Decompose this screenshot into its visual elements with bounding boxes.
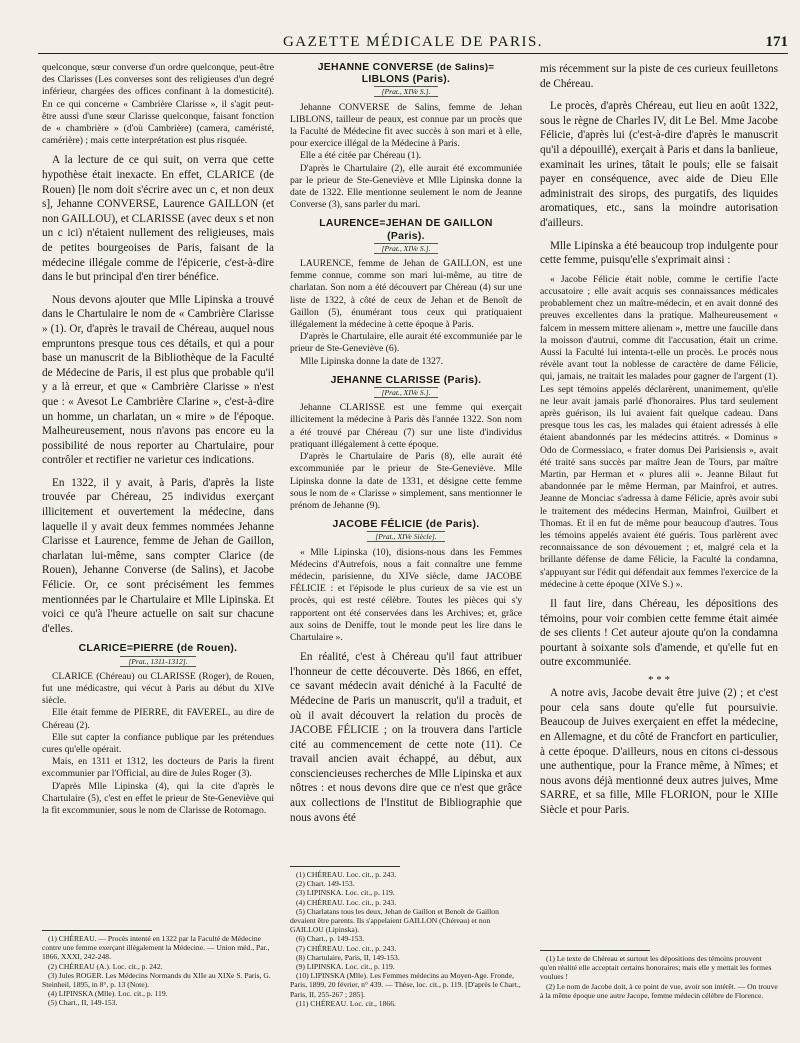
paragraph: CLARICE (Chéreau) ou CLARISSE (Roger), de Rouen, fut une médicastre, qui vécut à Paris au début du XIVe siècle. [42,670,274,707]
footnote: (7) CHÉREAU. Loc. cit., p. 243. [296,943,397,953]
section-subheading: [Prat., XIVe S.]. [290,387,522,399]
footnote: (1) CHÉREAU. Loc. cit., p. 243. [296,870,397,879]
footnote: (8) Chartulaire, Paris, II, 149-153. [296,952,400,962]
footnote: (5) Charlatans tous les deux, Jehan de Gaillon et Benoît de Gaillon devaient être parents. Ils s'appelaient GAILLON (Chéreau) et non GAILLOU (Lipinska). [290,906,499,935]
paragraph: LAURENCE, femme de Jehan de GAILLON, est une femme connue, comme son mari lui-même, au titre de charlatan. Son nom a été découvert par Chéreau (4) sur une liste de 1322, à côté de ceux de Jehan et de Benoît de Gaillon (5), énumérant tous ceux qui pratiquaient illégalement la médecine à cette époque à Paris. [290,258,522,331]
paragraph: D'après le Chartulaire de Paris (8), elle aurait été excommuniée par le prieur de Ste-Geneviève. Mlle Lipinska donne la date de 1331, et désigne cette femme sous le nom de « Clarisse » simplement, sans mentionner le prénom de Jehanne (9). [290,451,522,511]
paragraph: Elle a été citée par Chéreau (1). [300,150,422,162]
footnote: (3) LIPINSKA. Loc. cit., p. 119. [296,888,395,898]
column-2 [290,62,522,825]
section-heading: JACOBE FÉLICIE (de Paris). [332,519,480,531]
section-separator: * * * [648,673,670,686]
page-header [38,34,788,56]
quotation: « Jacobe Félicie était noble, comme le certifie l'acte accusatoire ; elle avait acquis ses connaissances médicales probablement chez un maître-médecin, et en avait donné des preuves excellentes dans la pratique. Malheureusement « falcem in messem mittere alienam », mettre une faucille dans la moisson d'autrui, comme dit l'accusation, était un crime. Aussi la Faculté lui intenta-t-elle un procès. Le procès nous révèle avant tout la noblesse de caractère de dame Félicie, qui, jamais, ne traitait les malades pour gagner de l'argent (1). Les sept témoins appelés déclarèrent, unanimement, qu'elle ne leur avait jamais parlé d'honoraires. Plus tard seulement après guérison, ils lui avaient fait quelque cadeau. Dans presque tous les cas, les malades qui étaient adressés à elle étaient abandonnés par les médecins attitrés. « Dominus » Odo de Cormessiaco, « frater domus Dei Parisiensis », avait été traité sans succès par maître Jean de Tours, par maître Martin, par Herman et « plures alii ». Jeanne Bilaut fut abandonnée par le même Herman, par Mainfroi, et autres. Jeanne de Monciac s'adressa à dame Félicie, après avoir subi le traitement des médecins Herman, Mainfroi, Guilbert et Thomas. Et il en fut de même pour beaucoup d'autres. Tous les témoins appelés avaient été guéris. Tous parlèrent avec reconnaissance de son dévouement ; et, malgré cela et la brillante défense de dame Félicie, la Faculté la condamna, s'appuyant sur l'édit qui défendait aux femmes l'exercice de la médecine à cette époque (XIVe S.) ». [540,273,778,590]
footnote: (2) Chart. 149-153. [296,879,355,889]
section-heading: JEHANNE CONVERSE (de Salins)= LIBLONS (Paris). [317,62,495,86]
paragraph: En réalité, c'est à Chéreau qu'il faut attribuer l'honneur de cette découverte. Dès 1866, en effet, ce savant médecin avait déniché à la Faculté de Médecine de Paris un manuscrit, qu'il a traduit, et où il avait découvert la relation du procès de JACOBE FÉLICIE ; on la trouvera dans l'article cité au commencement de cette note (11). Ce travail ancien avait échappé, au début, aux consciencieuses recherches de Mlle Lipinska et aux nôtres : et nous devons dire que ce n'est que grâce aux collections de l'Institut de Bibliographie que nous avons été [290,651,522,824]
paragraph: Mlle Lipinska donne la date de 1327. [300,355,444,367]
footnote-rule [290,866,400,867]
section-heading: JEHANNE CLARISSE (Paris). [330,374,482,386]
footnote-rule [42,930,152,931]
footnote: (9) LIPINSKA. Loc. cit., p. 119. [296,962,395,972]
paragraph: Elle était femme de PIERRE, dit FAVEREL, au dire de Chéreau (2). [42,707,274,731]
footnotes-column-3 [540,950,778,1000]
paragraph: D'après le Chartulaire, elle aurait été excommuniée par le prieur de Ste-Geneviève (6). [290,331,522,355]
footnote: (2) Le nom de Jacobe doit, à ce point de vue, avoir son intérêt. — On trouve à la même époque une autre Jacope, femme médecin célèbre de Florence. [540,981,778,1000]
footnote: (4) CHÉREAU. Loc. cit., p. 243. [296,897,397,907]
paragraph: Jehanne CONVERSE de Salins, femme de Jehan LIBLONS, tailleur de peaux, est connue par un procès que la Faculté de Médecine fit avec succès à son mari et à elle, pour exercice illégal de la Médecine à Paris. [290,101,522,150]
footnote: (2) CHÉREAU (A.). Loc. cit., p. 242. [48,961,163,971]
paragraph: D'après le Chartulaire (2), elle aurait été excommuniée par le prieur de Ste-Geneviève et Mlle Lipinska donne la date de 1322. Elle mentionne seulement le nom de Jeanne Converse (3), sans parler du mari. [290,162,522,211]
paragraph: A la lecture de ce qui suit, on verra que cette hypothèse était inexacte. En effet, CLARICE (de Rouen) [le nom doit s'écrire avec un c, et non deux s], Jehanne CONVERSE, Laurence GAILLON (et non GAILLOU), et CLARISSE (avec deux s et non un c ici) n'étaient nullement des religieuses, mais de petites bourgeoises de Paris, faisant de la médecine illégale comme de l'épicerie, c'est-à-dire dans le but principal d'en tirer bénéfice. [42,154,274,284]
section-subheading: [Prat., XIVe Siècle]. [290,531,522,543]
footnotes-column-2 [290,866,522,1008]
paragraph: Nous devons ajouter que Mlle Lipinska a trouvé dans le Chartulaire le nom de « Cambrière Clarisse » (1). Or, d'après le travail de Chéreau, auquel nous empruntons presque tous ces détails, et qui a pour base un manuscrit de la Bibliothèque de la Faculté de Médecine de Paris, il est plus que probable qu'il y a là erreur, et que « Cambrière Clarisse » n'est que : « Avesot Le Cambrière Clarine », c'est-à-dire un homme, un charlatan, un « mire » de l'époque. Malheureusement, nous n'avons pas encore eu la possibilité de nous reporter au Chartulaire, pour contrôler et rectifier ne varietur ces indications. [42,293,274,467]
paragraph: Il faut lire, dans Chéreau, les dépositions des témoins, pour voir combien cette femme était aimée de ses clients ! Cet auteur ajoute qu'on la condamna pourtant à soixante sols d'amende, et qu'elle fut en outre excommuniée. [540,598,778,669]
column-1 [42,62,274,817]
footnote: (11) CHÉREAU. Loc. cit., 1866. [296,998,396,1008]
paragraph: En 1322, il y avait, à Paris, d'après la liste trouvée par Chéreau, 25 individus exerçant illicitement et ouvertement la médecine, dans laquelle il y avait deux femmes nommées Jehanne Clarisse et Laurence, femme de Jehan de Gaillon, charlatan lui-même, sans compter Clarice (de Rouen), Jehanne Converse (de Salins), et Jacobe Félicie. Or, ce sont précisément les femmes mentionnées par le Chartulaire et Mlle Lipinska. Et voici ce qu'à l'heure actuelle on sait sur chacune d'elles. [42,476,274,635]
footnote: (3) Jules ROGER. Les Médecins Normands du XIIe au XIXe S. Paris, G. Steinheil, 1895, in 8°, p. 13 (Note). [42,970,271,990]
footnotes-column-1 [42,930,274,1008]
paragraph: Le procès, d'après Chéreau, eut lieu en août 1322, sous le règne de Charles IV, dit Le Bel. Mme Jacobe Félicie, d'après lui (c'est-à-dire d'après le manuscrit qu'il a dépouillé), exerçait à Paris et dans la banlieue, examinait les urines, tâtait le pouls; elle se faisait payer en conséquence, avec aide de Dieu Elle administrait des sirops, des purgatifs, des liquides aromatiques, etc., sans la moindre autorisation d'ailleurs. [540,100,778,229]
footnote: (4) LIPINSKA (Mlle). Loc. cit., p. 119. [48,989,168,999]
paragraph: « Mlle Lipinska (10), disions-nous dans les Femmes Médecins d'Autrefois, nous a fait connaître une femme médecin, parisienne, du XIVe siècle, dame JACOBE FÉLICIE : et l'épisode le plus curieux de sa vie est un procès, qui est resté célèbre. Toutes les pièces qui s'y rapportent ont été conservées dans les Archives; et, grâce aux soins de Deniffe, tout le monde peut les lire dans le Chartulaire ». [290,546,522,643]
paragraph: Mais, en 1311 et 1312, les docteurs de Paris la firent excommunier par l'Official, au dire de Jules Roger (3). [42,756,274,780]
paragraph: quelconque, sœur converse d'un ordre quelconque, peut-être des Clarisses (Les converses sont des religieuses d'un degré inférieur, chargées des offices confinant à la domesticité). En ce qui concerne « Cambrière Clarisse », il s'agit peut-être aussi d'une sœur Clarisse quelconque, faisant fonction de « chambrière » (d'où Cambrière) (camera, caméristé, camérière) ; mais cette interprétation est plus risquée. [42,62,274,147]
paragraph: Mlle Lipinska a été beaucoup trop indulgente pour cette femme, puisqu'elle s'exprimait ainsi : [540,239,778,267]
footnote: (1) CHÉREAU. — Procès intenté en 1322 par la Faculté de Médecine contre une femme exerçant illégalement la Médecine. — Union méd., Par., 1866, XXXI, 242-248. [42,934,270,962]
footnote: (6) Chart., p. 149-153. [296,934,365,944]
section-heading: CLARICE=PIERRE (de Rouen). [78,643,238,655]
footnote-rule [540,950,650,951]
footnote: (10) LIPINSKA (Mlle). Les Femmes médecins au Moyen-Age. Fronde, Paris, 1899, 20 février, n° 439. — Thèse, loc. cit., p. 119. [D'après le Chart., Paris, II, 255-267 ; 285]. [290,971,521,999]
paragraph: Jehanne CLARISSE est une femme qui exerçait illicitement la médecine à Paris dès l'année 1322. Son nom a été trouvé par Chéreau (7) sur une liste d'individus pratiquant illégalement à cette époque. [290,402,522,450]
paragraph: A notre avis, Jacobe devait être juive (2) ; et c'est pour cela sans doute qu'elle fut poursuivie. Beaucoup de Juives exerçaient en effet la médecine, en Allemagne, et du côté de Francfort en particulier, à cette époque. D'ailleurs, nous en citons ci-dessous une authentique, pour la France même, à Nîmes; et nous avons déjà mentionné deux autres juives, Mme SARRE, et sa fille, Mlle FLORION, pour le XIIIe Siècle et pour Paris. [540,687,778,816]
page-number: 171 [765,34,788,50]
section-heading: LAURENCE=JEHAN DE GAILLON (Paris). [319,218,493,242]
header-rule [38,53,788,54]
section-subheading: [Prat., 1311-1312]. [42,656,274,668]
section-subheading: [Prat., XIVe S.]. [290,86,522,98]
paragraph: Elle sut capter la confiance publique par les prétendues cures qu'elle opérait. [42,731,274,756]
footnote: (1) Le texte de Chéreau et surtout les dépositions des témoins prouvent qu'en réalité elle acceptait certains honoraires; mais elle y mettait les formes voulues ! [540,954,772,982]
column-3 [540,62,778,818]
paragraph: mis récemment sur la piste de ces curieux feuilletons de Chéreau. [540,63,778,90]
section-subheading: [Prat., XIVe S.]. [290,243,522,255]
paragraph: D'après Mlle Lipinska (4), qui la cite d'après le Chartulaire (5), c'est en effet le prieur de Ste-Geneviève qui la fit excommunier, sous le nom de Clarisse de Rotomago. [42,780,274,817]
journal-title: GAZETTE MÉDICALE DE PARIS. [282,34,544,50]
footnote: (5) Chart., II, 149-153. [48,998,118,1008]
